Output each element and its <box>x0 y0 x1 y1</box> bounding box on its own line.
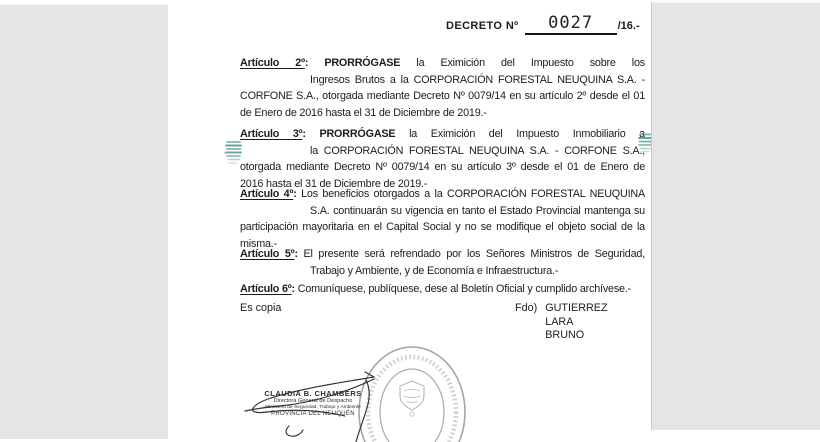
decree-label: DECRETO Nº <box>446 20 519 32</box>
article-line: CORFONE S.A., otorgada mediante Decreto Nº 0079/14 en su artículo 2º desde el 01 <box>240 90 645 102</box>
decree-header <box>446 14 640 35</box>
signatory-title: Directora General de Despacho <box>273 398 353 404</box>
article-label: Artículo 6º <box>240 283 292 295</box>
signatory-name: CLAUDIA B. CHAMBERS <box>264 389 362 398</box>
article-line: Artículo 5º: El presente será refrendado por los Señores Ministros de Seguridad, <box>240 248 645 260</box>
signatory-block <box>260 389 366 418</box>
article-line: 2016 hasta el 31 de Diciembre de 2019.- <box>240 177 428 190</box>
article-4 <box>240 186 645 252</box>
article-line: misma.- <box>240 237 277 250</box>
decree-year-suffix: /16.- <box>617 20 640 32</box>
signatory-ministry: Ministerio de Seguridad, Trabajo y Ambiente <box>265 404 361 410</box>
article-label: Artículo 2º <box>240 57 305 69</box>
highlighter-mark-right-icon <box>637 132 651 154</box>
article-6 <box>240 281 645 298</box>
article-line: Artículo 4º: Los beneficios otorgados a la CORPORACIÓN FORESTAL NEUQUINA <box>240 188 645 200</box>
article-line: S.A. continuarán su vigencia en tanto el Estado Provincial mantenga su <box>310 204 645 217</box>
fdo-names <box>545 302 607 343</box>
document-page <box>168 0 651 442</box>
fdo-name: GUTIERREZ <box>545 302 608 314</box>
article-line: Trabajo y Ambiente, y de Economía e Infraestructura.- <box>310 264 559 277</box>
article-line: la CORPORACIÓN FORESTAL NEUQUINA S.A. - CORFONE S.A., <box>310 144 645 157</box>
article-3 <box>240 126 645 192</box>
es-copia-label: Es copia <box>240 302 282 314</box>
signatory-province: PROVINCIA DEL NEUQUÉN <box>271 410 355 417</box>
article-line: participación mayoritaria en el Capital Social y no se modifique el objeto social de la <box>240 221 645 233</box>
scanner-background-left <box>0 4 169 439</box>
article-line: de Enero de 2016 hasta el 31 de Diciembre de 2019.- <box>240 106 487 119</box>
article-line: Artículo 6º: Comuníquese, publíquese, dese al Boletín Oficial y cumplido archívese.- <box>240 283 632 295</box>
article-5 <box>240 246 645 279</box>
fdo-block <box>515 302 608 343</box>
scanner-background-right <box>651 2 820 430</box>
article-label: Artículo 5º <box>240 248 295 260</box>
decree-number-line <box>525 14 617 35</box>
decree-number: 0027 <box>548 13 594 33</box>
article-line: Artículo 3º: PRORRÓGASE la Eximición del Impuesto Inmobiliario a <box>240 128 645 140</box>
article-line: Artículo 2º: PRORRÓGASE la Eximición del Impuesto sobre los <box>240 57 645 69</box>
article-2 <box>240 55 645 121</box>
article-label: Artículo 4º <box>240 188 294 200</box>
fdo-name: LARA <box>545 315 574 328</box>
article-label: Artículo 3º <box>240 128 303 140</box>
fdo-name: BRUNO <box>545 329 585 341</box>
fdo-label: Fdo) <box>515 302 538 314</box>
article-line: otorgada mediante Decreto Nº 0079/14 en su artículo 3º desde el 01 de Enero de <box>240 161 645 173</box>
article-line: Ingresos Brutos a la CORPORACIÓN FORESTAL NEUQUINA S.A. - <box>310 73 645 86</box>
highlighter-mark-left-icon <box>224 139 242 166</box>
